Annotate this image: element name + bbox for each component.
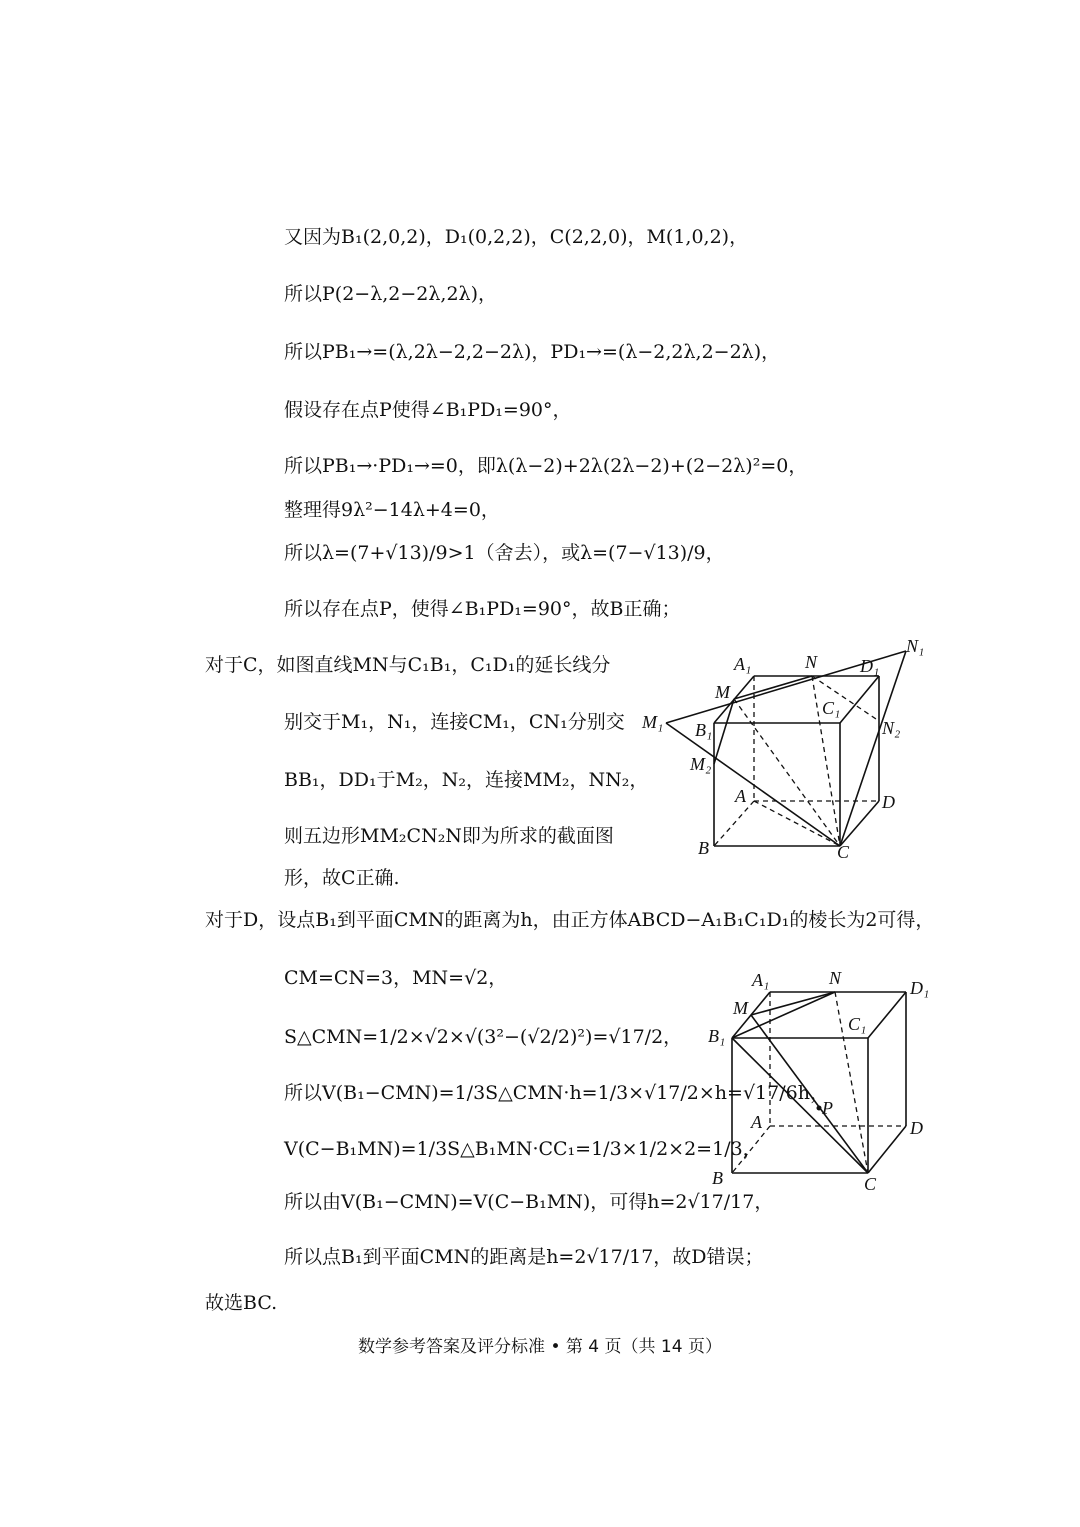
fig1-label-A: A (735, 786, 746, 806)
fig2-label-A: A (751, 1112, 762, 1132)
text-line-5: 所以PB₁→·PD₁→=0，即λ(λ−2)+2λ(2λ−2)+(2−2λ)²=0， (284, 455, 808, 477)
text-line-6: 整理得9λ²−14λ+4=0， (284, 499, 500, 521)
fig2-label-P: P (822, 1098, 833, 1118)
fig2-label-C1: C₁ (848, 1014, 867, 1034)
text-line-20: 所以点B₁到平面CMN的距离是h=2√17/17，故D错误； (284, 1246, 764, 1268)
fig1-label-B: B (698, 838, 709, 858)
text-line-12: 则五边形MM₂CN₂N即为所求的截面图 (284, 825, 614, 847)
fig2-label-B: B (712, 1168, 723, 1188)
fig1-label-B1: B₁ (695, 720, 713, 740)
fig1-label-M2: M₂ (690, 754, 712, 774)
fig2-label-A1: A₁ (752, 970, 770, 990)
page-footer: 数学参考答案及评分标准 • 第 4 页（共 14 页） (358, 1337, 722, 1357)
point-p-marker (817, 1106, 822, 1111)
fig1-label-N: N (805, 652, 818, 672)
text-line-17: 所以V(B₁−CMN)=1/3S△CMN·h=1/3×√17/2×h=√17/6h， (284, 1082, 829, 1104)
fig1-label-N1: N₁ (906, 636, 925, 656)
text-line-19: 所以由V(B₁−CMN)=V(C−B₁MN)，可得h=2√17/17， (284, 1191, 774, 1213)
text-line-7: 所以λ=(7+√13)/9>1（舍去），或λ=(7−√13)/9， (284, 542, 725, 564)
fig1-label-M: M (715, 682, 730, 702)
text-line-14: 对于D，设点B₁到平面CMN的距离为h，由正方体ABCD−A₁B₁C₁D₁的棱长为2可得， (205, 909, 935, 931)
text-line-1: 又因为B₁(2,0,2)，D₁(0,2,2)，C(2,2,0)，M(1,0,2)， (284, 226, 749, 248)
fig1-label-D1: D₁ (860, 656, 880, 676)
text-line-10: 别交于M₁，N₁，连接CM₁，CN₁分别交 (284, 711, 625, 733)
text-line-11: BB₁，DD₁于M₂，N₂，连接MM₂，NN₂， (284, 769, 649, 791)
text-line-18: V(C−B₁MN)=1/3S△B₁MN·CC₁=1/3×1/2×2=1/3， (284, 1138, 762, 1160)
fig1-label-C1: C₁ (822, 698, 841, 718)
text-line-16: S△CMN=1/2×√2×√(3²−(√2/2)²)=√17/2， (284, 1026, 683, 1048)
fig2-label-D: D (910, 1118, 923, 1138)
fig1-label-M1: M₁ (642, 712, 664, 732)
text-line-15: CM=CN=3，MN=√2， (284, 967, 508, 989)
fig2-label-N: N (829, 968, 842, 988)
fig2-label-B1: B₁ (708, 1026, 726, 1046)
text-line-21: 故选BC. (205, 1292, 278, 1314)
text-line-9: 对于C，如图直线MN与C₁B₁，C₁D₁的延长线分 (205, 654, 611, 676)
cube-section-figure-1 (636, 636, 936, 866)
text-line-4: 假设存在点P使得∠B₁PD₁=90°， (284, 399, 572, 421)
text-line-13: 形，故C正确. (284, 867, 400, 889)
fig1-label-C: C (837, 842, 850, 862)
cube-section-figure-2 (700, 968, 940, 1198)
fig2-label-M: M (733, 998, 748, 1018)
fig1-label-N2: N₂ (882, 718, 901, 738)
fig1-label-D: D (882, 792, 895, 812)
fig2-label-D1: D₁ (910, 978, 930, 998)
text-line-2: 所以P(2−λ,2−2λ,2λ)， (284, 283, 498, 305)
fig2-label-C: C (864, 1174, 877, 1194)
text-line-3: 所以PB₁→=(λ,2λ−2,2−2λ)，PD₁→=(λ−2,2λ,2−2λ)， (284, 341, 781, 363)
fig1-label-A1: A₁ (734, 654, 752, 674)
text-line-8: 所以存在点P，使得∠B₁PD₁=90°，故B正确； (284, 598, 681, 620)
